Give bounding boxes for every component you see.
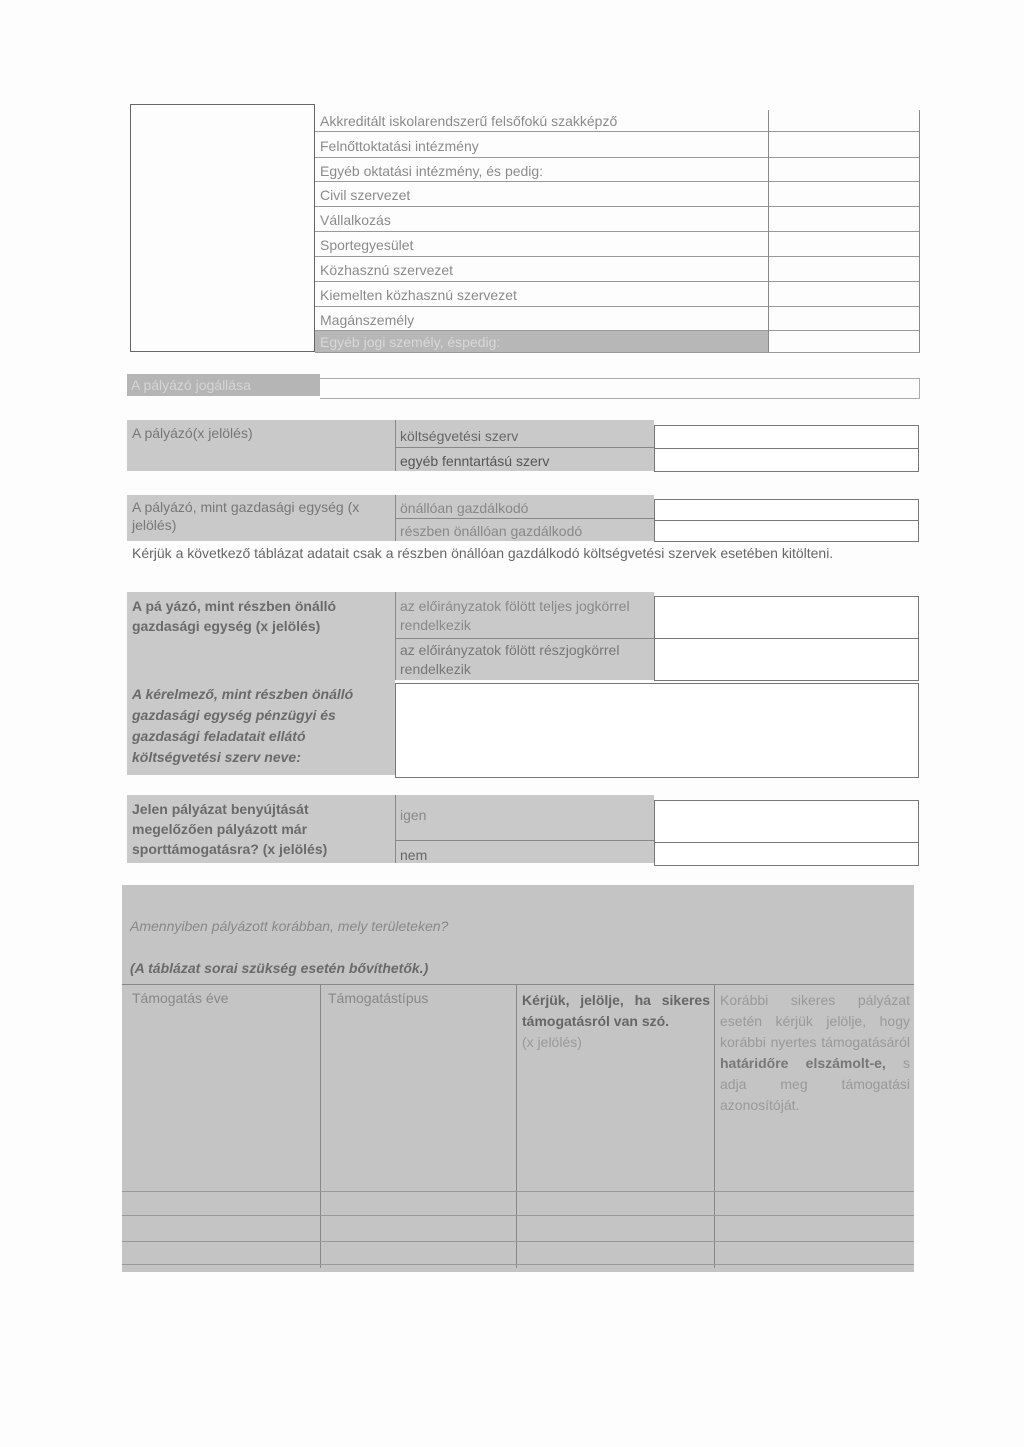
history-data-rows[interactable] bbox=[123, 1192, 913, 1264]
org-type-1: Akkreditált iskolarendszerű felsőfokú szakképző bbox=[320, 113, 618, 129]
history-col-settlement-a: Korábbi sikeres pályázat esetén kérjük jelölje, hogy korábbi nyertes támogatásáról bbox=[720, 992, 910, 1050]
applicant-label: A pályázó(x jelölés) bbox=[132, 425, 253, 441]
history-question: Amennyiben pályázott korábban, mely területeken? bbox=[130, 918, 449, 934]
economic-unit-label: A pályázó, mint gazdasági egység (x jelölés) bbox=[132, 499, 360, 533]
org-type-4: Civil szervezet bbox=[320, 187, 411, 203]
history-col-year: Támogatás éve bbox=[132, 990, 229, 1006]
history-col-success-bold: Kérjük, jelölje, ha sikeres támogatásról van szó. bbox=[522, 992, 710, 1029]
previous-label: Jelen pályázat benyújtását megelőzően pályázott már sporttámogatásra? (x jelölés) bbox=[132, 801, 328, 857]
instruction-note: Kérjük a következő táblázat adatait csak a részben önállóan gazdálkodó költségvetési szervek esetében kitölteni. bbox=[132, 545, 834, 561]
history-col-settlement bbox=[720, 990, 910, 1116]
partial-unit-option-2: az előirányzatok fölött részjogkörrel rendelkezik bbox=[400, 642, 620, 677]
history-col-settlement-b: s adja meg támogatási azonosítóját. bbox=[720, 1055, 910, 1113]
previous-checkbox-yes[interactable] bbox=[654, 800, 919, 843]
org-type-6: Sportegyesület bbox=[320, 237, 414, 253]
economic-unit-checkbox-2[interactable] bbox=[654, 520, 919, 542]
section-bar-label: A pályázó jogállása bbox=[131, 377, 251, 393]
partial-unit-checkbox-1[interactable] bbox=[654, 596, 919, 639]
applicant-checkbox-2[interactable] bbox=[654, 448, 919, 472]
applicant-option-1: költségvetési szerv bbox=[400, 428, 519, 444]
org-type-7: Közhasznú szervezet bbox=[320, 262, 454, 278]
previous-option-yes: igen bbox=[400, 807, 427, 823]
org-type-3: Egyéb oktatási intézmény, és pedig: bbox=[320, 163, 544, 179]
org-type-9: Magánszemély bbox=[320, 312, 415, 328]
history-col-type: Támogatástípus bbox=[328, 990, 429, 1006]
org-type-10: Egyéb jogi személy, éspedig: bbox=[320, 334, 501, 350]
org-type-2: Felnőttoktatási intézmény bbox=[320, 138, 479, 154]
previous-option-no: nem bbox=[400, 847, 428, 863]
org-type-8: Kiemelten közhasznú szervezet bbox=[320, 287, 517, 303]
applicant-checkbox-1[interactable] bbox=[654, 425, 919, 449]
history-col-success bbox=[522, 990, 710, 1053]
partial-unit-checkbox-2[interactable] bbox=[654, 638, 919, 681]
previous-checkbox-no[interactable] bbox=[654, 842, 919, 866]
partial-unit-option-1: az előirányzatok fölött teljes jogkörrel rendelkezik bbox=[400, 598, 630, 633]
applicant-option-2: egyéb fenntartású szerv bbox=[400, 453, 550, 469]
history-col-settlement-bold: határidőre elszámolt-e, bbox=[720, 1055, 886, 1071]
requester-name-field[interactable] bbox=[395, 683, 919, 778]
economic-unit-option-2: részben önállóan gazdálkodó bbox=[400, 523, 583, 539]
economic-unit-checkbox-1[interactable] bbox=[654, 499, 919, 521]
history-note: (A táblázat sorai szükség esetén bővíthetők.) bbox=[130, 960, 429, 976]
requester-label: A kérelmező, mint részben önálló gazdasági egység pénzügyi és gazdasági feladatait ellátó költségvetési szerv neve: bbox=[132, 686, 354, 765]
history-col-success-note: (x jelölés) bbox=[522, 1034, 582, 1050]
partial-unit-label: A pá yázó, mint részben önálló gazdasági egység (x jelölés) bbox=[132, 598, 337, 634]
org-type-5: Vállalkozás bbox=[320, 212, 391, 228]
section-bar bbox=[127, 374, 320, 396]
economic-unit-option-1: önállóan gazdálkodó bbox=[400, 500, 529, 516]
org-type-checkbox-column[interactable] bbox=[769, 111, 919, 351]
